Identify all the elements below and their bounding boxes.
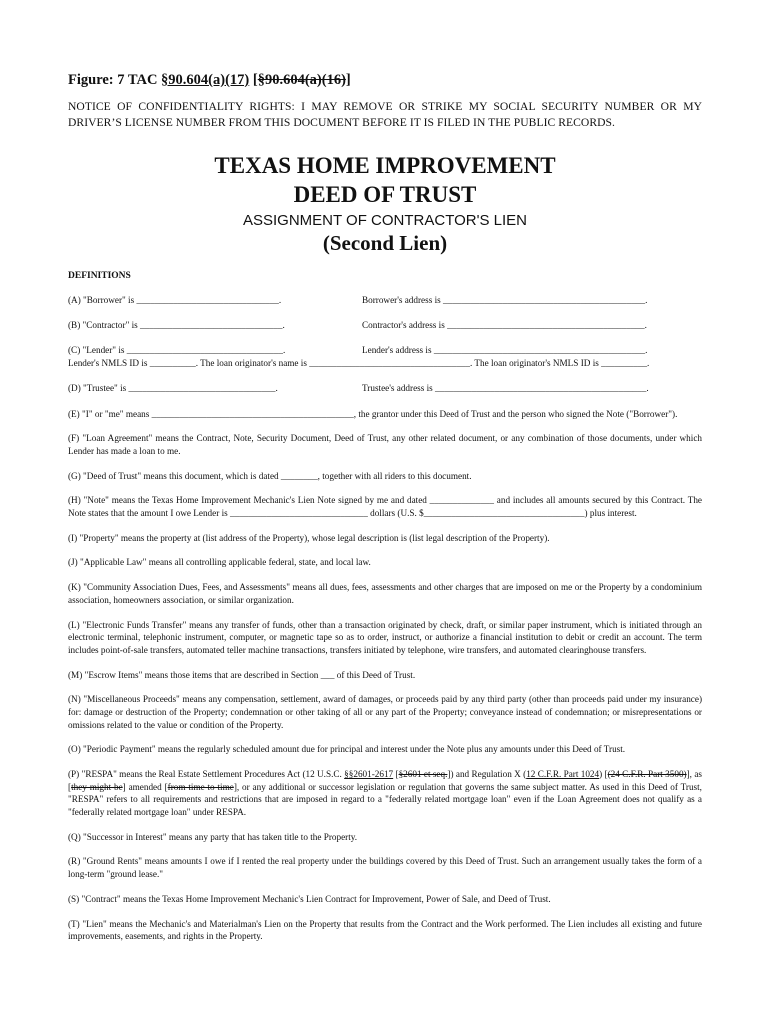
borrower-address-field: Borrower's address is ____________________________________________. (362, 294, 648, 305)
trustee-address-field: Trustee's address is ______________________________________________. (362, 383, 649, 394)
definition-s: (S) "Contract" means the Texas Home Improvement Mechanic's Lien Contract for Improvement, Power of Sale, and Deed of Trust. (68, 893, 551, 904)
definition-p (68, 768, 702, 819)
p-text-3: ]) and Regulation X ( (447, 769, 527, 780)
p-struck-time-to-time: from time to time (167, 781, 234, 792)
p-text-7: ], or any additional or successor legislation or regulation that governs the same subject matter. As used in this Deed of Trust, "RESPA" refers to all requirements and restrictions that are imposed in regard to a "federally related mortgage loan" even if the Loan Agreement does not qualify as a "federally related mortgage loan" under RESPA. (68, 781, 702, 818)
definition-e: (E) "I" or "me" means ____________________________________________, the grantor under this Deed of Trust and the person who signed the Note ("Borrower"). (68, 408, 678, 419)
p-text-1: (P) "RESPA" means the Real Estate Settlement Procedures Act (12 U.S.C. (68, 769, 345, 780)
p-struck-cfr: (24 C.F.R. Part 3500) (607, 769, 687, 780)
trustee-field: (D) "Trustee" is ________________________________. (68, 383, 278, 394)
definition-j: (J) "Applicable Law" means all controlling applicable federal, state, and local law. (68, 557, 371, 568)
confidentiality-notice: NOTICE OF CONFIDENTIALITY RIGHTS: I MAY REMOVE OR STRIKE MY SOCIAL SECURITY NUMBER OR MY DRIVER’S LICENSE NUMBER FROM THIS DOCUMENT BEFORE IT IS FILED IN THE PUBLIC RECORDS. (68, 100, 702, 129)
figure-new-reference: §90.604(a)(17) (161, 72, 250, 88)
figure-old-reference: §90.604(a)(16) (257, 72, 346, 88)
p-inserted-usc: §§2601-2617 (344, 769, 394, 780)
definition-i: (I) "Property" means the property at (list address of the Property), whose legal description is (list legal description of the Property). (68, 532, 550, 543)
figure-reference (68, 72, 702, 89)
definition-o: (O) "Periodic Payment" means the regularly scheduled amount due for principal and interest under the Note plus any amounts under this Deed of Trust. (68, 744, 626, 755)
title-line-2: DEED OF TRUST (293, 181, 477, 207)
trustee-row (68, 382, 702, 394)
p-text-5: ], as [ (68, 769, 702, 792)
contractor-address-field: Contractor's address is ___________________________________________. (362, 319, 647, 330)
lender-nmls-line: Lender's NMLS ID is __________. The loan originator's name is ___________________________________. The loan originator's NMLS ID is __________. (68, 357, 650, 368)
definition-q: (Q) "Successor in Interest" means any party that has taken title to the Property. (68, 831, 358, 842)
p-text-4: ) [ (599, 769, 608, 780)
borrower-row (68, 294, 702, 306)
p-text-2: [ (393, 769, 399, 780)
document-subtitle: ASSIGNMENT OF CONTRACTOR'S LIEN (242, 211, 527, 229)
lender-field: (C) "Lender" is __________________________________. (68, 345, 286, 356)
contractor-row (68, 319, 702, 331)
definition-n: (N) "Miscellaneous Proceeds" means any compensation, settlement, award of damages, or proceeds paid by any third party (other than proceeds paid under my insurance) for: damage or destruction of the Property; condemnation or other taking of all or any part of the Property; conveyance instead of condemnation; or misrepresentations or omissions related to the value or condition of the Property. (68, 694, 702, 730)
definitions-heading: DEFINITIONS (68, 270, 131, 281)
definition-h: (H) "Note" means the Texas Home Improvement Mechanic's Lien Note signed by me and dated ______________ and includes all amounts secured by this Contract. The Note states that the amount I owe Lender is ______________________________ dollars (U.S. $___________________________________) plus interest. (68, 495, 702, 519)
figure-label: Figure: 7 TAC (68, 72, 162, 88)
definition-l: (L) "Electronic Funds Transfer" means any transfer of funds, other than a transaction originated by check, draft, or similar paper instrument, which is initiated through an electronic terminal, telephonic instrument, computer, or magnetic tape so as to order, instruct, or authorize a financial institution to debit or credit an account. The term includes point-of-sale transfers, automated teller machine transactions, transfers initiated by telephone, wire transfers, and automated clearinghouse transfers. (68, 619, 702, 655)
definition-r: (R) "Ground Rents" means amounts I owe if I rented the real property under the buildings covered by this Deed of Trust. Such an arrangement usually takes the form of a long-term "ground lease." (68, 856, 702, 880)
definition-k: (K) "Community Association Dues, Fees, and Assessments" means all dues, fees, assessments and other charges that are imposed on me or the Property by a condominium association, homeowners association, or similar organization. (68, 582, 702, 605)
figure-bracket-close: ] (345, 72, 351, 88)
figure-bracket-open: [ (249, 72, 258, 88)
document-page (68, 72, 702, 955)
p-inserted-cfr: 12 C.F.R. Part 1024 (526, 769, 600, 780)
contractor-field: (B) "Contractor" is _______________________________. (68, 319, 285, 330)
lien-type: (Second Lien) (322, 230, 448, 255)
lender-row (68, 344, 702, 356)
p-struck-usc: §2601 et seq. (398, 769, 448, 780)
definition-m: (M) "Escrow Items" means those items that are described in Section ___ of this Deed of Trust. (68, 669, 416, 680)
title-line-1: TEXAS HOME IMPROVEMENT (214, 153, 556, 179)
lender-address-field: Lender's address is ______________________________________________. (362, 345, 648, 356)
definition-f: (F) "Loan Agreement" means the Contract, Note, Security Document, Deed of Trust, any other related document, or any combination of those documents, under which Lender has made a loan to me. (68, 433, 702, 457)
borrower-field: (A) "Borrower" is _______________________________. (68, 294, 282, 305)
p-text-6: ] amended [ (122, 781, 168, 792)
definition-g: (G) "Deed of Trust" means this document, which is dated ________, together with all riders to this document. (68, 470, 472, 481)
definition-t: (T) "Lien" means the Mechanic's and Materialman's Lien on the Property that results from the Contract and the Work performed. The Lien includes all existing and future improvements, easements, and rights in the Property. (68, 918, 702, 942)
p-struck-might-be: they might be (71, 781, 123, 792)
document-title (68, 152, 702, 208)
